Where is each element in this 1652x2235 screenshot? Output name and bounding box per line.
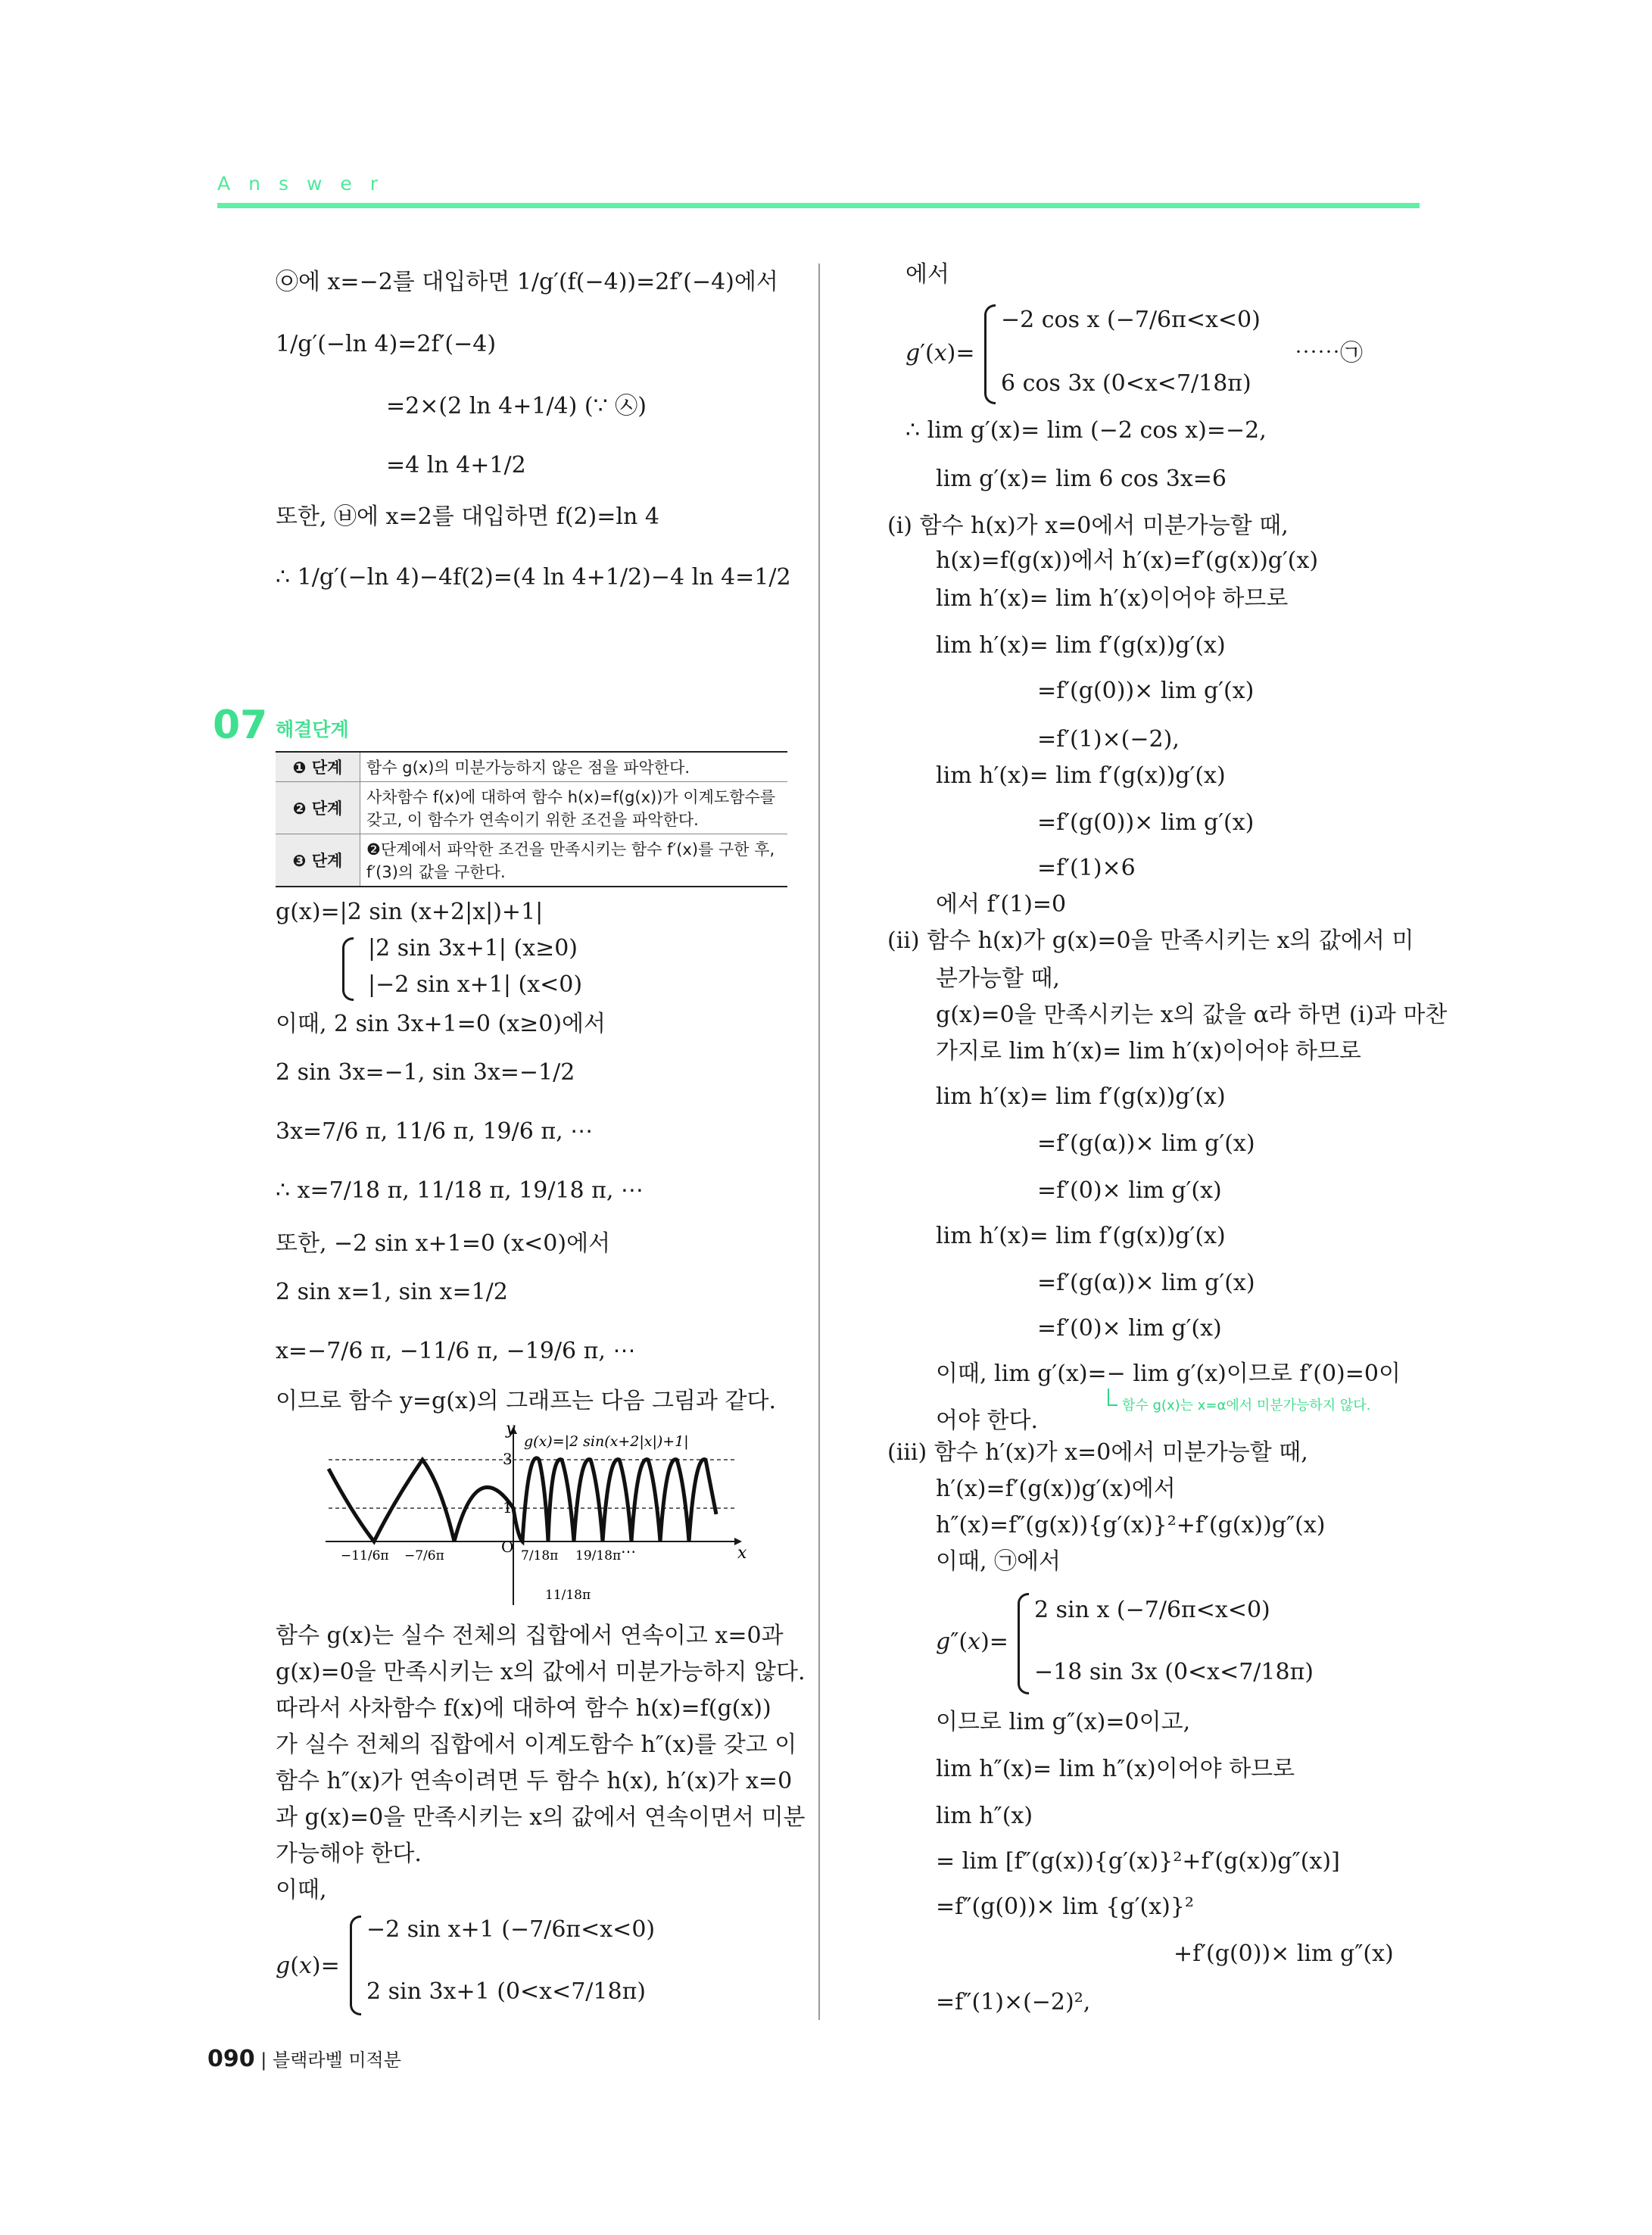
tick-label-19-18: 19/18π: [575, 1548, 622, 1563]
text-line: 이때, 2 sin 3x+1=0 (x≥0)에서: [276, 1011, 606, 1037]
tick-label-neg-11-6: −11/6π: [341, 1548, 389, 1563]
text-line: 가능해야 한다.: [276, 1841, 422, 1867]
text-line: 2 sin x=1, sin x=1/2: [276, 1279, 508, 1305]
text-line: 따라서 사차함수 f(x)에 대하여 함수 h(x)=f(g(x)): [276, 1695, 771, 1722]
text-line: x=−7/6 π, −11/6 π, −19/6 π, ⋯: [276, 1338, 636, 1364]
text-line: 6 cos 3x (0<x<7/18π): [1001, 370, 1251, 397]
text-line: h″(x)=f″(g(x)){g′(x)}²+f′(g(x))g″(x): [936, 1512, 1326, 1538]
text-line: lim h′(x)= lim h′(x)이어야 하므로: [936, 585, 1289, 612]
tick-label-1: 1: [503, 1498, 513, 1516]
text-line: 이때, ㉠에서: [936, 1548, 1061, 1575]
brace: [1018, 1593, 1029, 1694]
text-line: (i) 함수 h(x)가 x=0에서 미분가능할 때,: [887, 513, 1289, 539]
text-line: =f″(1)×(−2)²,: [936, 1989, 1091, 2015]
text-line: =f′(g(α))× lim g′(x): [1037, 1130, 1255, 1157]
text-line: (iii) 함수 h′(x)가 x=0에서 미분가능할 때,: [887, 1439, 1308, 1466]
gpx-label: g′(x)=: [905, 340, 975, 366]
text-line: lim g′(x)= lim 6 cos 3x=6: [936, 466, 1227, 492]
x-axis-label: x: [737, 1544, 747, 1563]
book-title: 블랙라벨 미적분: [272, 2050, 401, 2071]
text-line: g(x)=0을 만족시키는 x의 값을 α라 하면 (i)과 마찬: [936, 1002, 1448, 1028]
gppx-label: g″(x)=: [936, 1629, 1008, 1655]
text-line: lim h″(x): [936, 1803, 1033, 1829]
text-line: 2 sin 3x+1 (0<x<7/18π): [366, 1978, 647, 2005]
solution-steps-table: [276, 751, 787, 887]
answer-header: Answer: [217, 173, 397, 195]
text-line: =f′(g(α))× lim g′(x): [1037, 1270, 1255, 1296]
text-line: 2 sin 3x=−1, sin 3x=−1/2: [276, 1059, 575, 1086]
graph-function-label: g(x)=|2 sin(x+2|x|)+1|: [524, 1433, 689, 1450]
section-title: 해결단계: [276, 719, 349, 740]
brace: [350, 1915, 361, 2015]
brace: [984, 304, 996, 404]
tick-label-11-18: 11/18π: [545, 1588, 591, 1603]
text-line: h(x)=f(g(x))에서 h′(x)=f′(g(x))g′(x): [936, 547, 1319, 574]
footer-separator: |: [260, 2050, 273, 2071]
text-line: g(x)=|2 sin (x+2|x|)+1|: [276, 899, 544, 925]
text-line: ∴ 1/g′(−ln 4)−4f(2)=(4 ln 4+1/2)−4 ln 4=1/2: [276, 564, 791, 591]
side-note: 함수 g(x)는 x=α에서 미분가능하지 않다.: [1122, 1398, 1371, 1414]
text-line: 어야 한다.: [936, 1407, 1038, 1434]
step-key: ❶ 단계: [276, 752, 360, 782]
brace: [342, 937, 354, 1001]
text-line: 함수 g(x)는 실수 전체의 집합에서 연속이고 x=0과: [276, 1622, 784, 1649]
text-line: =f′(g(0))× lim g′(x): [1037, 678, 1255, 704]
text-line: =f′(g(0))× lim g′(x): [1037, 809, 1255, 836]
text-line: −18 sin 3x (0<x<7/18π): [1034, 1659, 1314, 1685]
step-key: ❸ 단계: [276, 834, 360, 887]
text-line: 이므로 lim g″(x)=0이고,: [936, 1709, 1191, 1735]
origin-label: O: [501, 1538, 514, 1556]
text-line: +f′(g(0))× lim g″(x): [1174, 1940, 1394, 1967]
tick-label-3: 3: [503, 1450, 513, 1468]
text-line: = lim [f″(g(x)){g′(x)}²+f′(g(x))g″(x)]: [936, 1848, 1340, 1875]
text-line: ∴ x=7/18 π, 11/18 π, 19/18 π, ⋯: [276, 1177, 644, 1204]
text-line: lim h′(x)= lim f′(g(x))g′(x): [936, 632, 1226, 659]
step-row: [276, 782, 787, 834]
text-line: lim h′(x)= lim f′(g(x))g′(x): [936, 1083, 1226, 1110]
text-line: 함수 h″(x)가 연속이려면 두 함수 h(x), h′(x)가 x=0: [276, 1768, 793, 1794]
text-line: =f′(1)×6: [1037, 855, 1136, 881]
step-row: [276, 834, 787, 887]
text-line: =f″(g(0))× lim {g′(x)}²: [936, 1894, 1194, 1920]
page-number: 090: [207, 2046, 255, 2072]
text-line: g(x)=0을 만족시키는 x의 값에서 미분가능하지 않다.: [276, 1659, 806, 1685]
text-line: 과 g(x)=0을 만족시키는 x의 값에서 연속이면서 미분: [276, 1804, 806, 1831]
header-rule: [217, 203, 1420, 208]
text-line: lim h″(x)= lim h″(x)이어야 하므로: [936, 1756, 1295, 1782]
text-line: =f′(1)×(−2),: [1037, 726, 1180, 753]
text-line: 이므로 함수 y=g(x)의 그래프는 다음 그림과 같다.: [276, 1388, 777, 1414]
text-line: |2 sin 3x+1| (x≥0): [368, 935, 578, 962]
section-number: 07: [213, 703, 268, 748]
graph-gx: [326, 1423, 750, 1613]
tick-label-7-18: 7/18π: [521, 1548, 559, 1563]
graph-curve: [329, 1458, 716, 1541]
step-text: ❷단계에서 파악한 조건을 만족시키는 함수 f′(x)를 구한 후, f′(3)의 값을 구한다.: [360, 834, 788, 887]
text-line: 에서 f′(1)=0: [936, 891, 1067, 918]
text-line: lim h′(x)= lim f′(g(x))g′(x): [936, 1223, 1226, 1249]
text-line: 1/g′(−ln 4)=2f′(−4): [276, 331, 497, 357]
text-line: ⋯⋯㉠: [1295, 340, 1363, 366]
step-text: 함수 g(x)의 미분가능하지 않은 점을 파악한다.: [360, 752, 788, 782]
text-line: 이때, lim g′(x)=− lim g′(x)이므로 f′(0)=0이: [936, 1361, 1401, 1387]
text-line: lim h′(x)= lim f′(g(x))g′(x): [936, 762, 1226, 789]
text-line: 가지로 lim h′(x)= lim h′(x)이어야 하므로: [936, 1038, 1361, 1065]
gx-label: g(x)=: [276, 1953, 340, 1979]
tick-label-ellipsis: ⋯: [621, 1542, 636, 1560]
text-line: =2×(2 ln 4+1/4) (∵ ㉦): [386, 393, 647, 419]
text-line: 2 sin x (−7/6π<x<0): [1034, 1597, 1270, 1623]
text-line: 또한, −2 sin x+1=0 (x<0)에서: [276, 1230, 611, 1257]
text-line: =4 ln 4+1/2: [386, 452, 526, 478]
text-line: =f′(0)× lim g′(x): [1037, 1177, 1222, 1204]
y-axis-label: y: [506, 1423, 516, 1439]
text-line: ∴ lim g′(x)= lim (−2 cos x)=−2,: [905, 417, 1267, 444]
text-line: 이때,: [276, 1877, 327, 1903]
text-line: 또한, ㉥에 x=2를 대입하면 f(2)=ln 4: [276, 503, 659, 530]
text-line: 가 실수 전체의 집합에서 이계도함수 h″(x)를 갖고 이: [276, 1732, 797, 1758]
text-line: |−2 sin x+1| (x<0): [368, 971, 583, 998]
text-line: 3x=7/6 π, 11/6 π, 19/6 π, ⋯: [276, 1118, 594, 1145]
page-footer: [207, 2045, 401, 2072]
step-row: [276, 752, 787, 782]
text-line: h′(x)=f′(g(x))g′(x)에서: [936, 1476, 1176, 1502]
text-line: ㉧에 x=−2를 대입하면 1/g′(f(−4))=2f′(−4)에서: [276, 269, 778, 295]
text-line: =f′(0)× lim g′(x): [1037, 1315, 1222, 1342]
text-line: −2 cos x (−7/6π<x<0): [1001, 307, 1261, 333]
tick-label-neg-7-6: −7/6π: [404, 1548, 444, 1563]
text-line: 분가능할 때,: [936, 965, 1060, 992]
step-text: 사차함수 f(x)에 대하여 함수 h(x)=f(g(x))가 이계도함수를 갖고, 이 함수가 연속이기 위한 조건을 파악한다.: [360, 782, 788, 834]
text-line: (ii) 함수 h(x)가 g(x)=0을 만족시키는 x의 값에서 미: [887, 927, 1414, 954]
text-line: −2 sin x+1 (−7/6π<x<0): [366, 1916, 656, 1943]
column-divider: [818, 263, 820, 2020]
text-line: 에서: [905, 261, 949, 288]
note-pointer: [1107, 1389, 1119, 1411]
step-key: ❷ 단계: [276, 782, 360, 834]
